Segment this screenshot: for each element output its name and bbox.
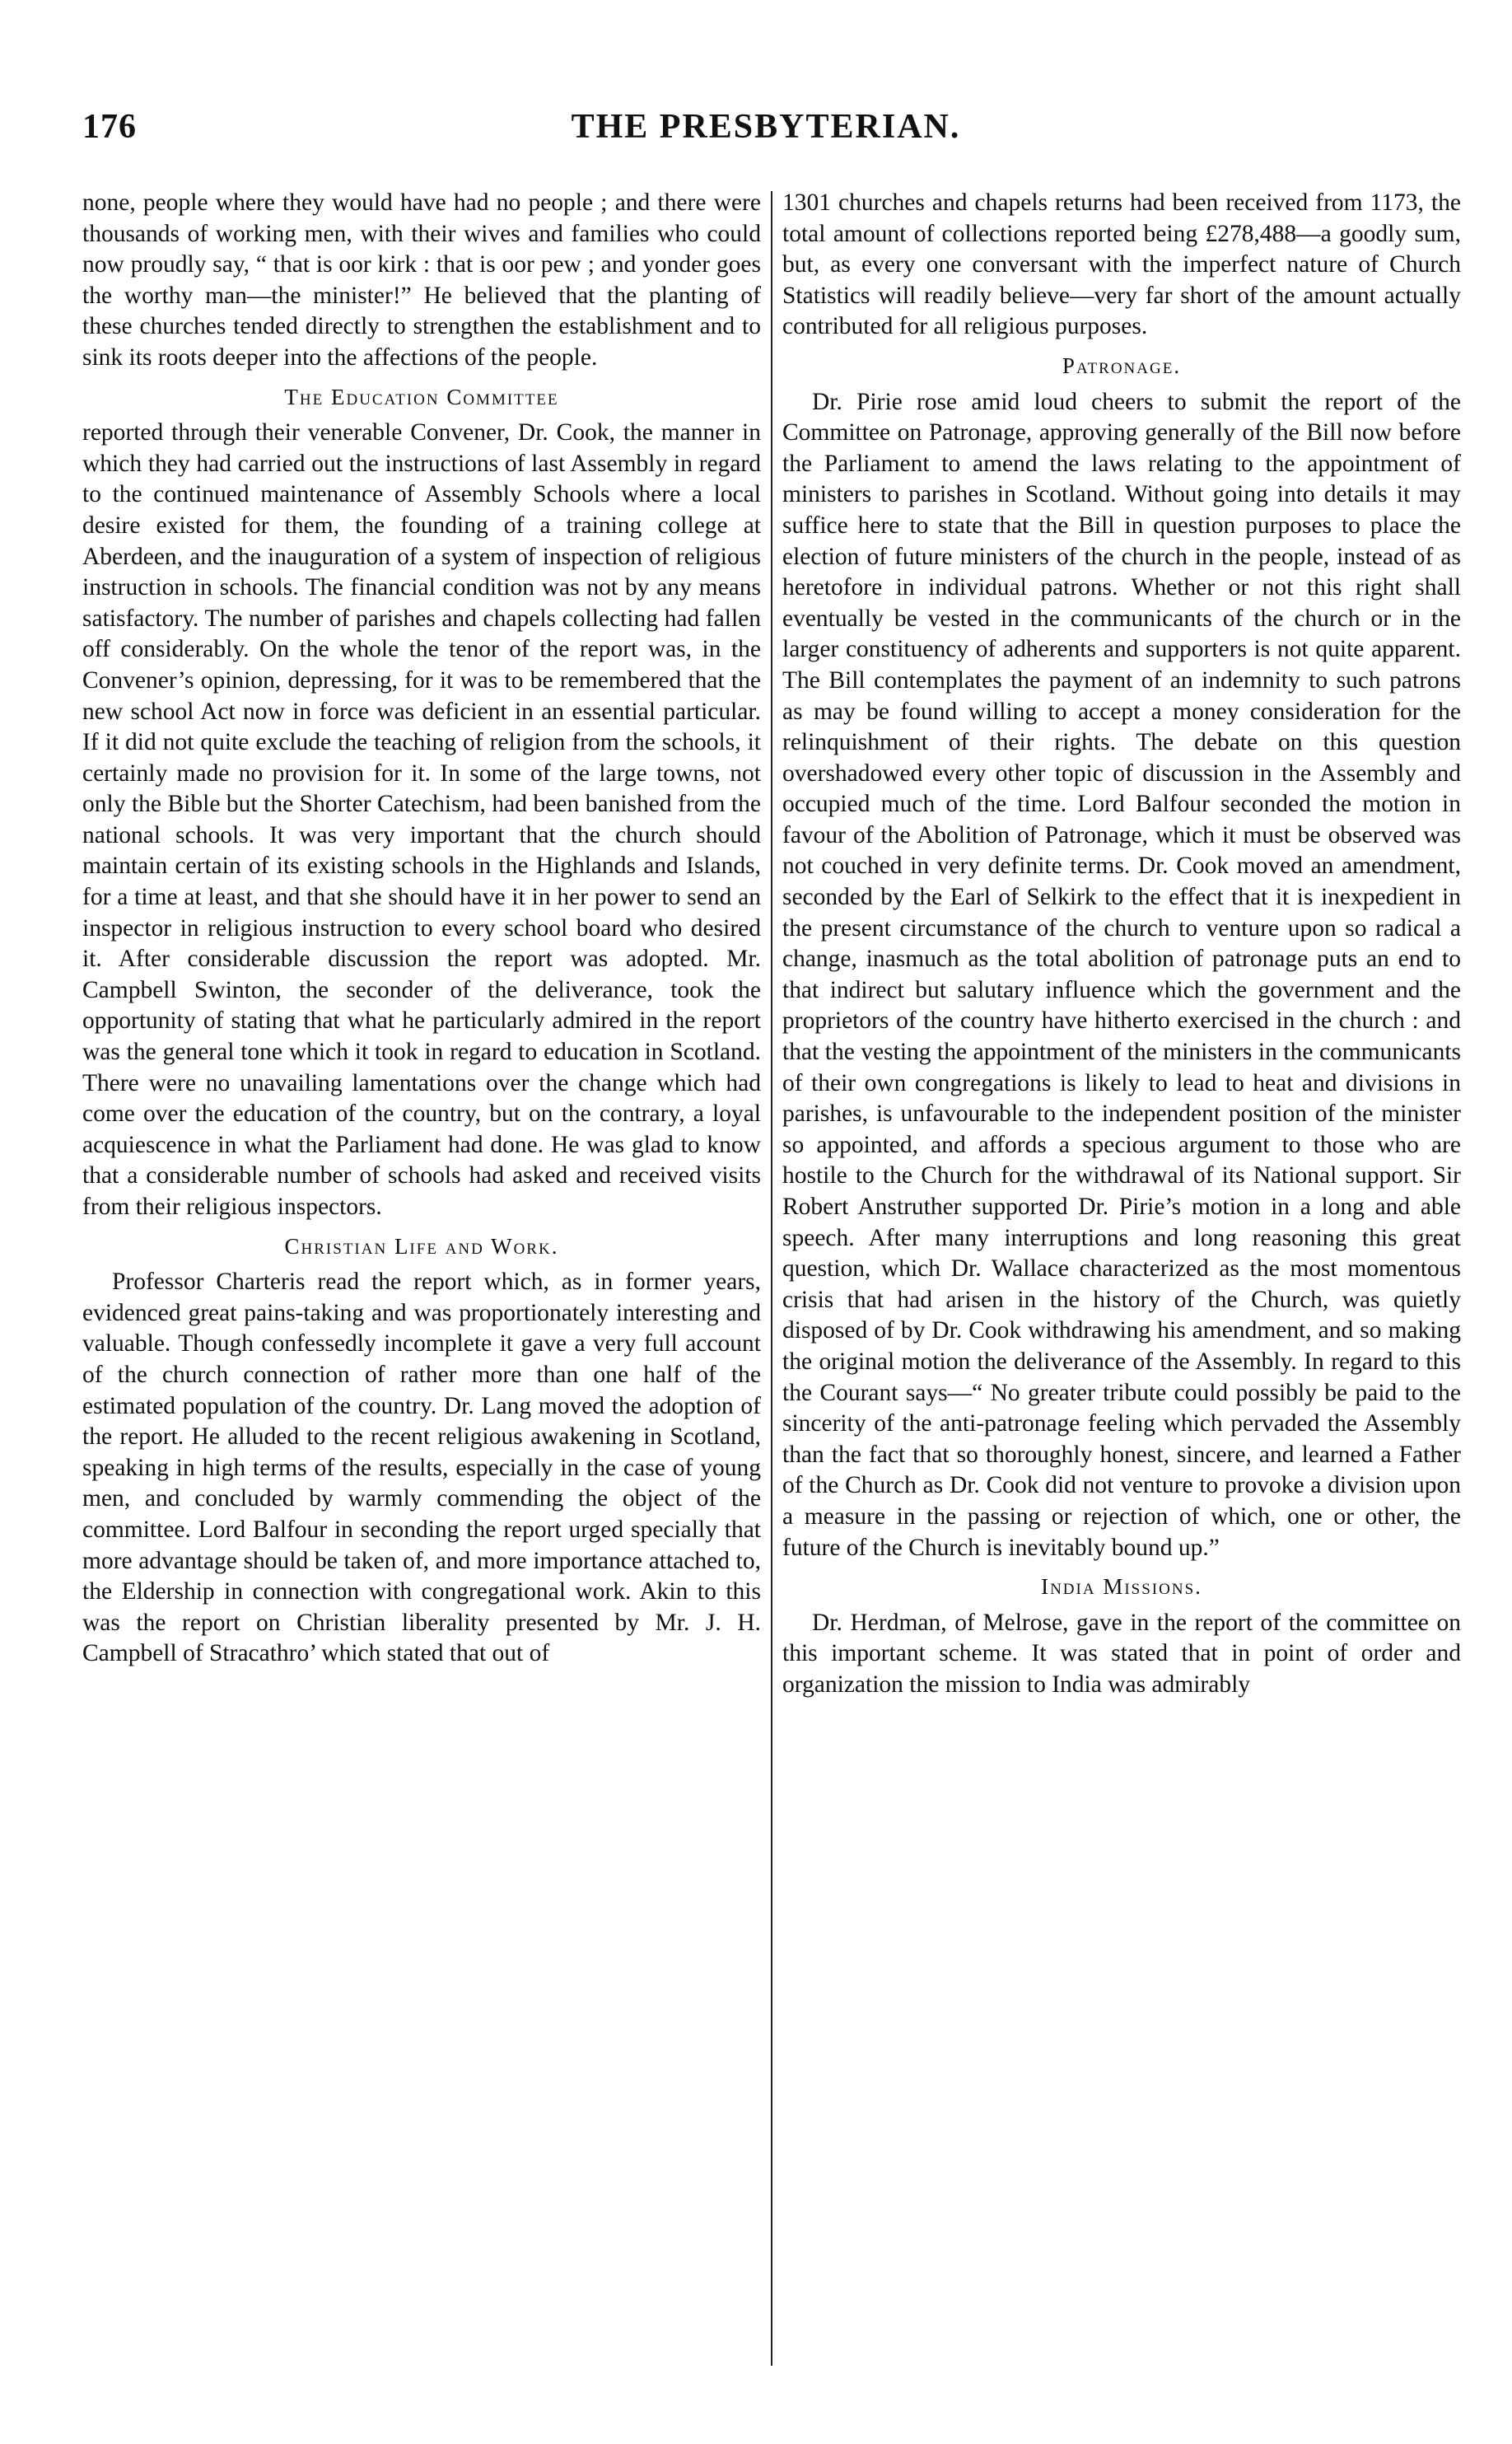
left-column (82, 188, 761, 1670)
heading-education-committee: The Education Committee (284, 384, 559, 409)
heading-patronage: Patronage. (1062, 353, 1182, 378)
right-column (782, 188, 1461, 1701)
left-paragraph-3: Professor Charteris read the report which, as in former years, evidenced great pains-taking and was proportionately interesting and valuable. Though confessedly incomplete it gave a very full account of the church connection of rather more than one half of the estimated population of the country. Dr. Lang moved the adoption of the report. He alluded to the recent religious awakening in Scotland, speaking in high terms of the results, especially in the case of young men, and concluded by warmly commending the object of the committee. Lord Balfour in seconding the report urged specially that more advantage should be taken of, and more importance attached to, the Eldership in connection with congregational work. Akin to this was the report on Christian liberality presented by Mr. J. H. Campbell of Stracathro’ which stated that out of (82, 1269, 761, 1667)
heading-christian-life: Christian Life and Work. (284, 1233, 559, 1259)
right-paragraph-1: 1301 churches and chapels returns had been received from 1173, the total amount of collections reported being £278,488—a goodly sum, but, as every one conversant with the imperfect nature of Church Statistics will readily believe—very far short of the amount actually contributed for all religious purposes. (782, 189, 1461, 340)
left-paragraph-2: reported through their venerable Convener, Dr. Cook, the manner in which they had carried out the instructions of last Assembly in regard to the continued maintenance of Assembly Schools where a local desire existed for them, the founding of a training college at Aberdeen, and the inauguration of a system of inspection of religious instruction in schools. The financial condition was not by any means satisfactory. The number of parishes and chapels collecting had fallen off considerably. On the whole the tenor of the report was, in the Convener’s opinion, depressing, for it was to be remembered that the new school Act now in force was deficient in an essential particular. If it did not quite exclude the teaching of religion from the schools, it certainly made no provision for it. In some of the large towns, not only the Bible but the Shorter Catechism, had been banished from the national schools. It was very important that the church should maintain certain of its existing schools in the Highlands and Islands, for a time at least, and that she should have it in her power to send an inspector in religious instruction to every school board who desired it. After considerable discussion the report was adopted. Mr. Campbell Swinton, the seconder of the deliverance, took the opportunity of stating that what he particularly admired in the report was the general tone which it took in regard to education in Scotland. There were no unavailing lamentations over the change which had come over the education of the country, but on the contrary, a loyal acquiescence in what the Parliament had done. He was glad to know that a considerable number of schools had asked and received visits from their religious inspectors. (82, 419, 761, 1220)
running-title: THE PRESBYTERIAN. (571, 108, 961, 146)
right-paragraph-2: Dr. Pirie rose amid loud cheers to submit the report of the Committee on Patronage, approving generally of the Bill now before the Parliament to amend the laws relating to the appointment of ministers to parishes in Scotland. Without going into details it may suffice here to state that the Bill in question purposes to place the election of future ministers of the church in the people, instead of as heretofore in individual patrons. Whether or not this right shall eventually be vested in the communicants of the church or in the larger constituency of adherents and supporters is not quite apparent. The Bill contemplates the payment of an indemnity to such patrons as may be found willing to accept a money consideration for the relinquishment of their rights. The debate on this question overshadowed every other topic of discussion in the Assembly and occupied much of the time. Lord Balfour seconded the motion in favour of the Abolition of Patronage, which it must be observed was not couched in very definite terms. Dr. Cook moved an amendment, seconded by the Earl of Selkirk to the effect that it is inexpedient in the present circumstance of the church to venture upon so radical a change, inasmuch as the total abolition of patronage puts an end to that indirect but salutary influence which the government and the proprietors of the country have hitherto exercised in the church : and that the vesting the appointment of the ministers in the communicants of their own congregations is likely to lead to heat and divisions in parishes, is unfavourable to the independent position of the minister so appointed, and affords a specious argument to those who are hostile to the Church for the withdrawal of its National support. Sir Robert Anstruther supported Dr. Pirie’s motion in a long and able speech. After many interruptions and long reasoning this great question, which Dr. Wallace characterized as the most momentous crisis that had arisen in the history of the Church, was quietly disposed of by Dr. Cook withdrawing his amendment, and so making the original motion the deliverance of the Assembly. In regard to this the Courant says—“ No greater tribute could possibly be paid to the sincerity of the anti-patronage feeling which pervaded the Assembly than the fact that so thoroughly honest, sincere, and learned a Father of the Church as Dr. Cook did not venture to provoke a division upon a measure in the passing or rejection of which, one or other, the future of the Church is inevitably bound up.” (782, 388, 1461, 1561)
left-paragraph-1: none, people where they would have had no people ; and there were thousands of working men, with their wives and families who could now proudly say, “ that is oor kirk : that is oor pew ; and yonder goes the worthy man—the minister!” He believed that the planting of these churches tended directly to strengthen the establishment and to sink its roots deeper into the affections of the people. (82, 189, 761, 371)
column-rule (771, 191, 772, 2366)
page-header (82, 99, 1449, 173)
page-number: 176 (82, 108, 137, 146)
heading-india-missions: India Missions. (1041, 1574, 1202, 1600)
right-paragraph-3: Dr. Herdman, of Melrose, gave in the report of the committee on this important scheme. It was stated that in point of order and organization the mission to India was admirably (782, 1609, 1461, 1698)
